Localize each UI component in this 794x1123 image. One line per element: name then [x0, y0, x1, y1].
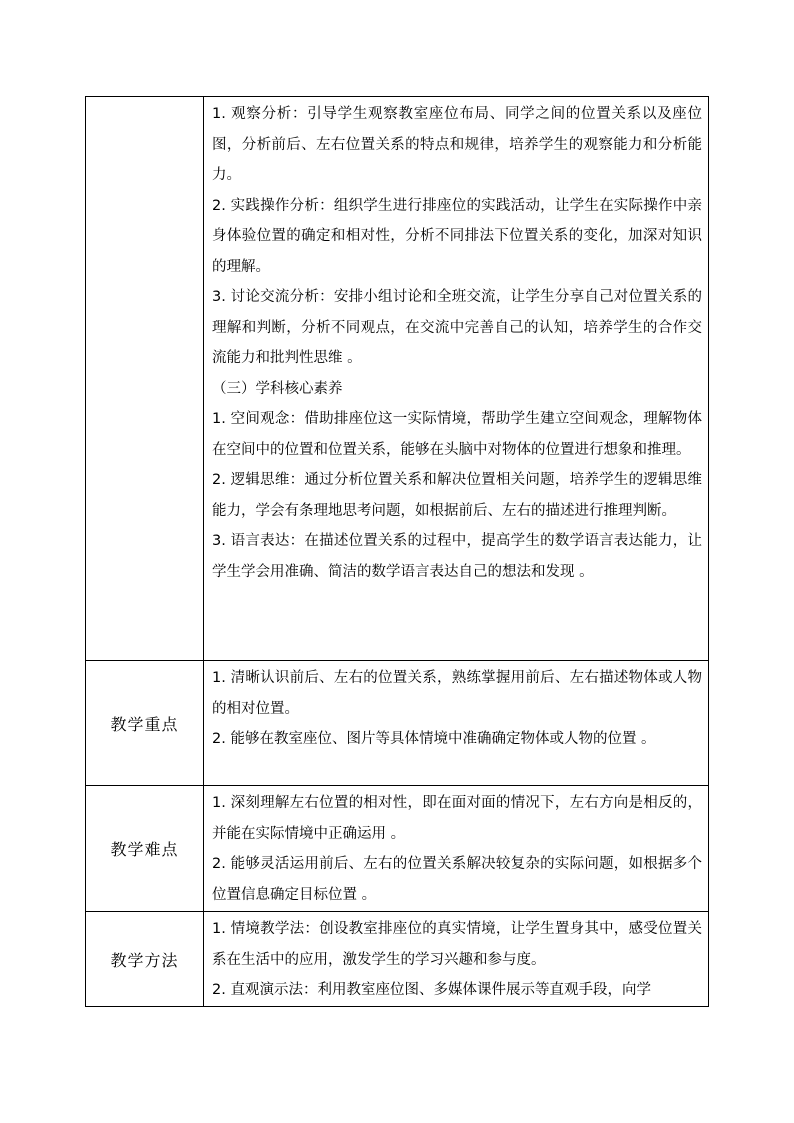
difficult-points-row [86, 786, 709, 912]
difficult-point-2: 2. 能够灵活运用前后、左右的位置关系解决较复杂的实际问题，如根据多个位置信息确定目标位置 。 [212, 856, 702, 903]
language-expression-text: 3. 语言表达：在描述位置关系的过程中，提高学生的数学语言表达能力，让学生学会用准确、简洁的数学语言表达自己的想法和发现 。 [212, 533, 702, 580]
logical-thinking-text: 2. 逻辑思维：通过分析位置关系和解决位置相关问题，培养学生的逻辑思维能力，学会有条理地思考问题，如根据前后、左右的描述进行推理判断。 [212, 472, 702, 519]
difficult-points-label: 教学难点 [86, 786, 204, 912]
key-point-2: 2. 能够在教室座位、图片等具体情境中准确确定物体或人物的位置 。 [212, 731, 656, 747]
key-points-row [86, 661, 709, 786]
core-literacy-heading: （三）学科核心素养 [212, 380, 343, 397]
teaching-methods-content-cell [204, 912, 709, 1007]
key-point-1: 1. 清晰认识前后、左右的位置关系，熟练掌握用前后、左右描述物体或人物的相对位置。 [212, 670, 702, 717]
teaching-methods-row [86, 912, 709, 1007]
spatial-concept-text: 1. 空间观念：借助排座位这一实际情境，帮助学生建立空间观念，理解物体在空间中的位置和位置关系，能够在头脑中对物体的位置进行想象和推理。 [212, 411, 702, 458]
key-points-content-cell [204, 661, 709, 786]
analysis-label-cell [86, 97, 204, 661]
key-points-label: 教学重点 [86, 661, 204, 786]
difficult-point-1: 1. 深刻理解左右位置的相对性，即在面对面的情况下，左右方向是相反的，并能在实际情境中正确运用 。 [212, 795, 702, 842]
teaching-methods-label: 教学方法 [86, 912, 204, 1007]
practice-analysis-text: 2. 实践操作分析：组织学生进行排座位的实践活动，让学生在实际操作中亲身体验位置的确定和相对性，分析不同排法下位置关系的变化，加深对知识的理解。 [212, 197, 702, 275]
method-2: 2. 直观演示法：利用教室座位图、多媒体课件展示等直观手段，向学 [212, 982, 651, 998]
lesson-plan-table [85, 96, 709, 1007]
observation-analysis-text: 1. 观察分析：引导学生观察教室座位布局、同学之间的位置关系以及座位图，分析前后、左右位置关系的特点和规律，培养学生的观察能力和分析能力。 [212, 106, 702, 183]
method-1: 1. 情境教学法：创设教室排座位的真实情境，让学生置身其中，感受位置关系在生活中的应用，激发学生的学习兴趣和参与度。 [212, 921, 702, 968]
difficult-points-content-cell [204, 786, 709, 912]
discussion-analysis-text: 3. 讨论交流分析：安排小组讨论和全班交流，让学生分享自己对位置关系的理解和判断，分析不同观点，在交流中完善自己的认知，培养学生的合作交流能力和批判性思维 。 [212, 289, 702, 366]
analysis-row [86, 97, 709, 661]
analysis-content-cell [204, 97, 709, 661]
